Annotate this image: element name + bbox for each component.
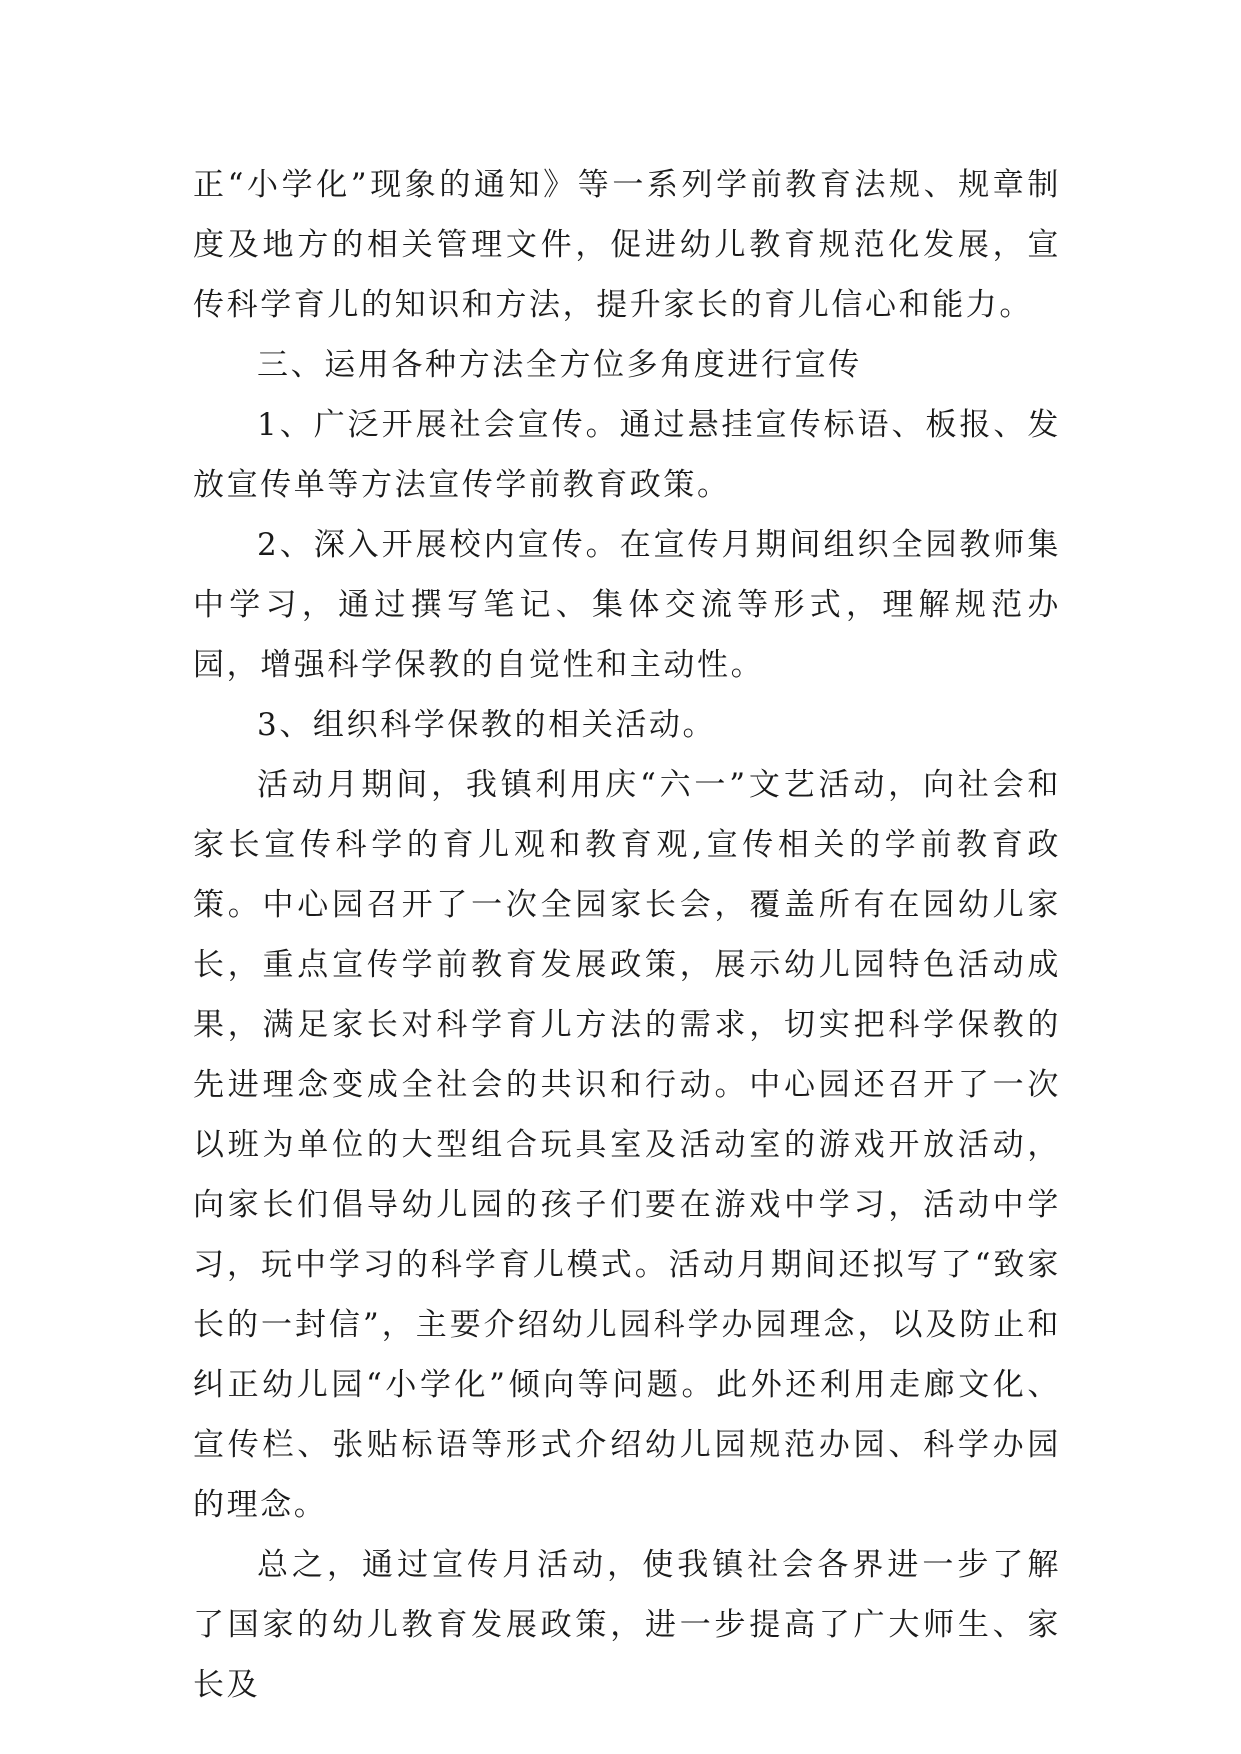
paragraph-item-3: 3、组织科学保教的相关活动。 <box>257 707 717 743</box>
paragraph-activities: 活动月期间，我镇利用庆“六一”文艺活动，向社会和家长宣传科学的育儿观和教育观,宣传相关的学前教育政策。中心园召开了一次全园家长会，覆盖所有在园幼儿家长，重点宣传学前教育发展政策，展示幼儿园特色活动成果，满足家长对科学育儿方法的需求，切实把科学保教的先进理念变成全社会的共识和行动。中心园还召开了一次以班为单位的大型组合玩具室及活动室的游戏开放活动，向家长们倡导幼儿园的孩子们要在游戏中学习，活动中学习，玩中学习的科学育儿模式。活动月期间还拟写了“致家长的一封信”，主要介绍幼儿园科学办园理念，以及防止和纠正幼儿园“小学化”倾向等问题。此外还利用走廊文化、宣传栏、张贴标语等形式介绍幼儿园规范办园、科学办园的理念。 <box>193 767 1061 1523</box>
document-body <box>193 155 1061 1715</box>
section-heading-3: 三、运用各种方法全方位多角度进行宣传 <box>257 347 862 383</box>
paragraph-item-2: 2、深入开展校内宣传。在宣传月期间组织全园教师集中学习，通过撰写笔记、集体交流等形式，理解规范办园，增强科学保教的自觉性和主动性。 <box>193 527 1061 683</box>
paragraph-summary: 总之，通过宣传月活动，使我镇社会各界进一步了解了国家的幼儿教育发展政策，进一步提高了广大师生、家长及 <box>193 1547 1061 1703</box>
paragraph-item-1: 1、广泛开展社会宣传。通过悬挂宣传标语、板报、发放宣传单等方法宣传学前教育政策。 <box>193 407 1061 503</box>
paragraph-1: 正“小学化”现象的通知》等一系列学前教育法规、规章制度及地方的相关管理文件，促进幼儿教育规范化发展，宣传科学育儿的知识和方法，提升家长的育儿信心和能力。 <box>193 167 1061 323</box>
